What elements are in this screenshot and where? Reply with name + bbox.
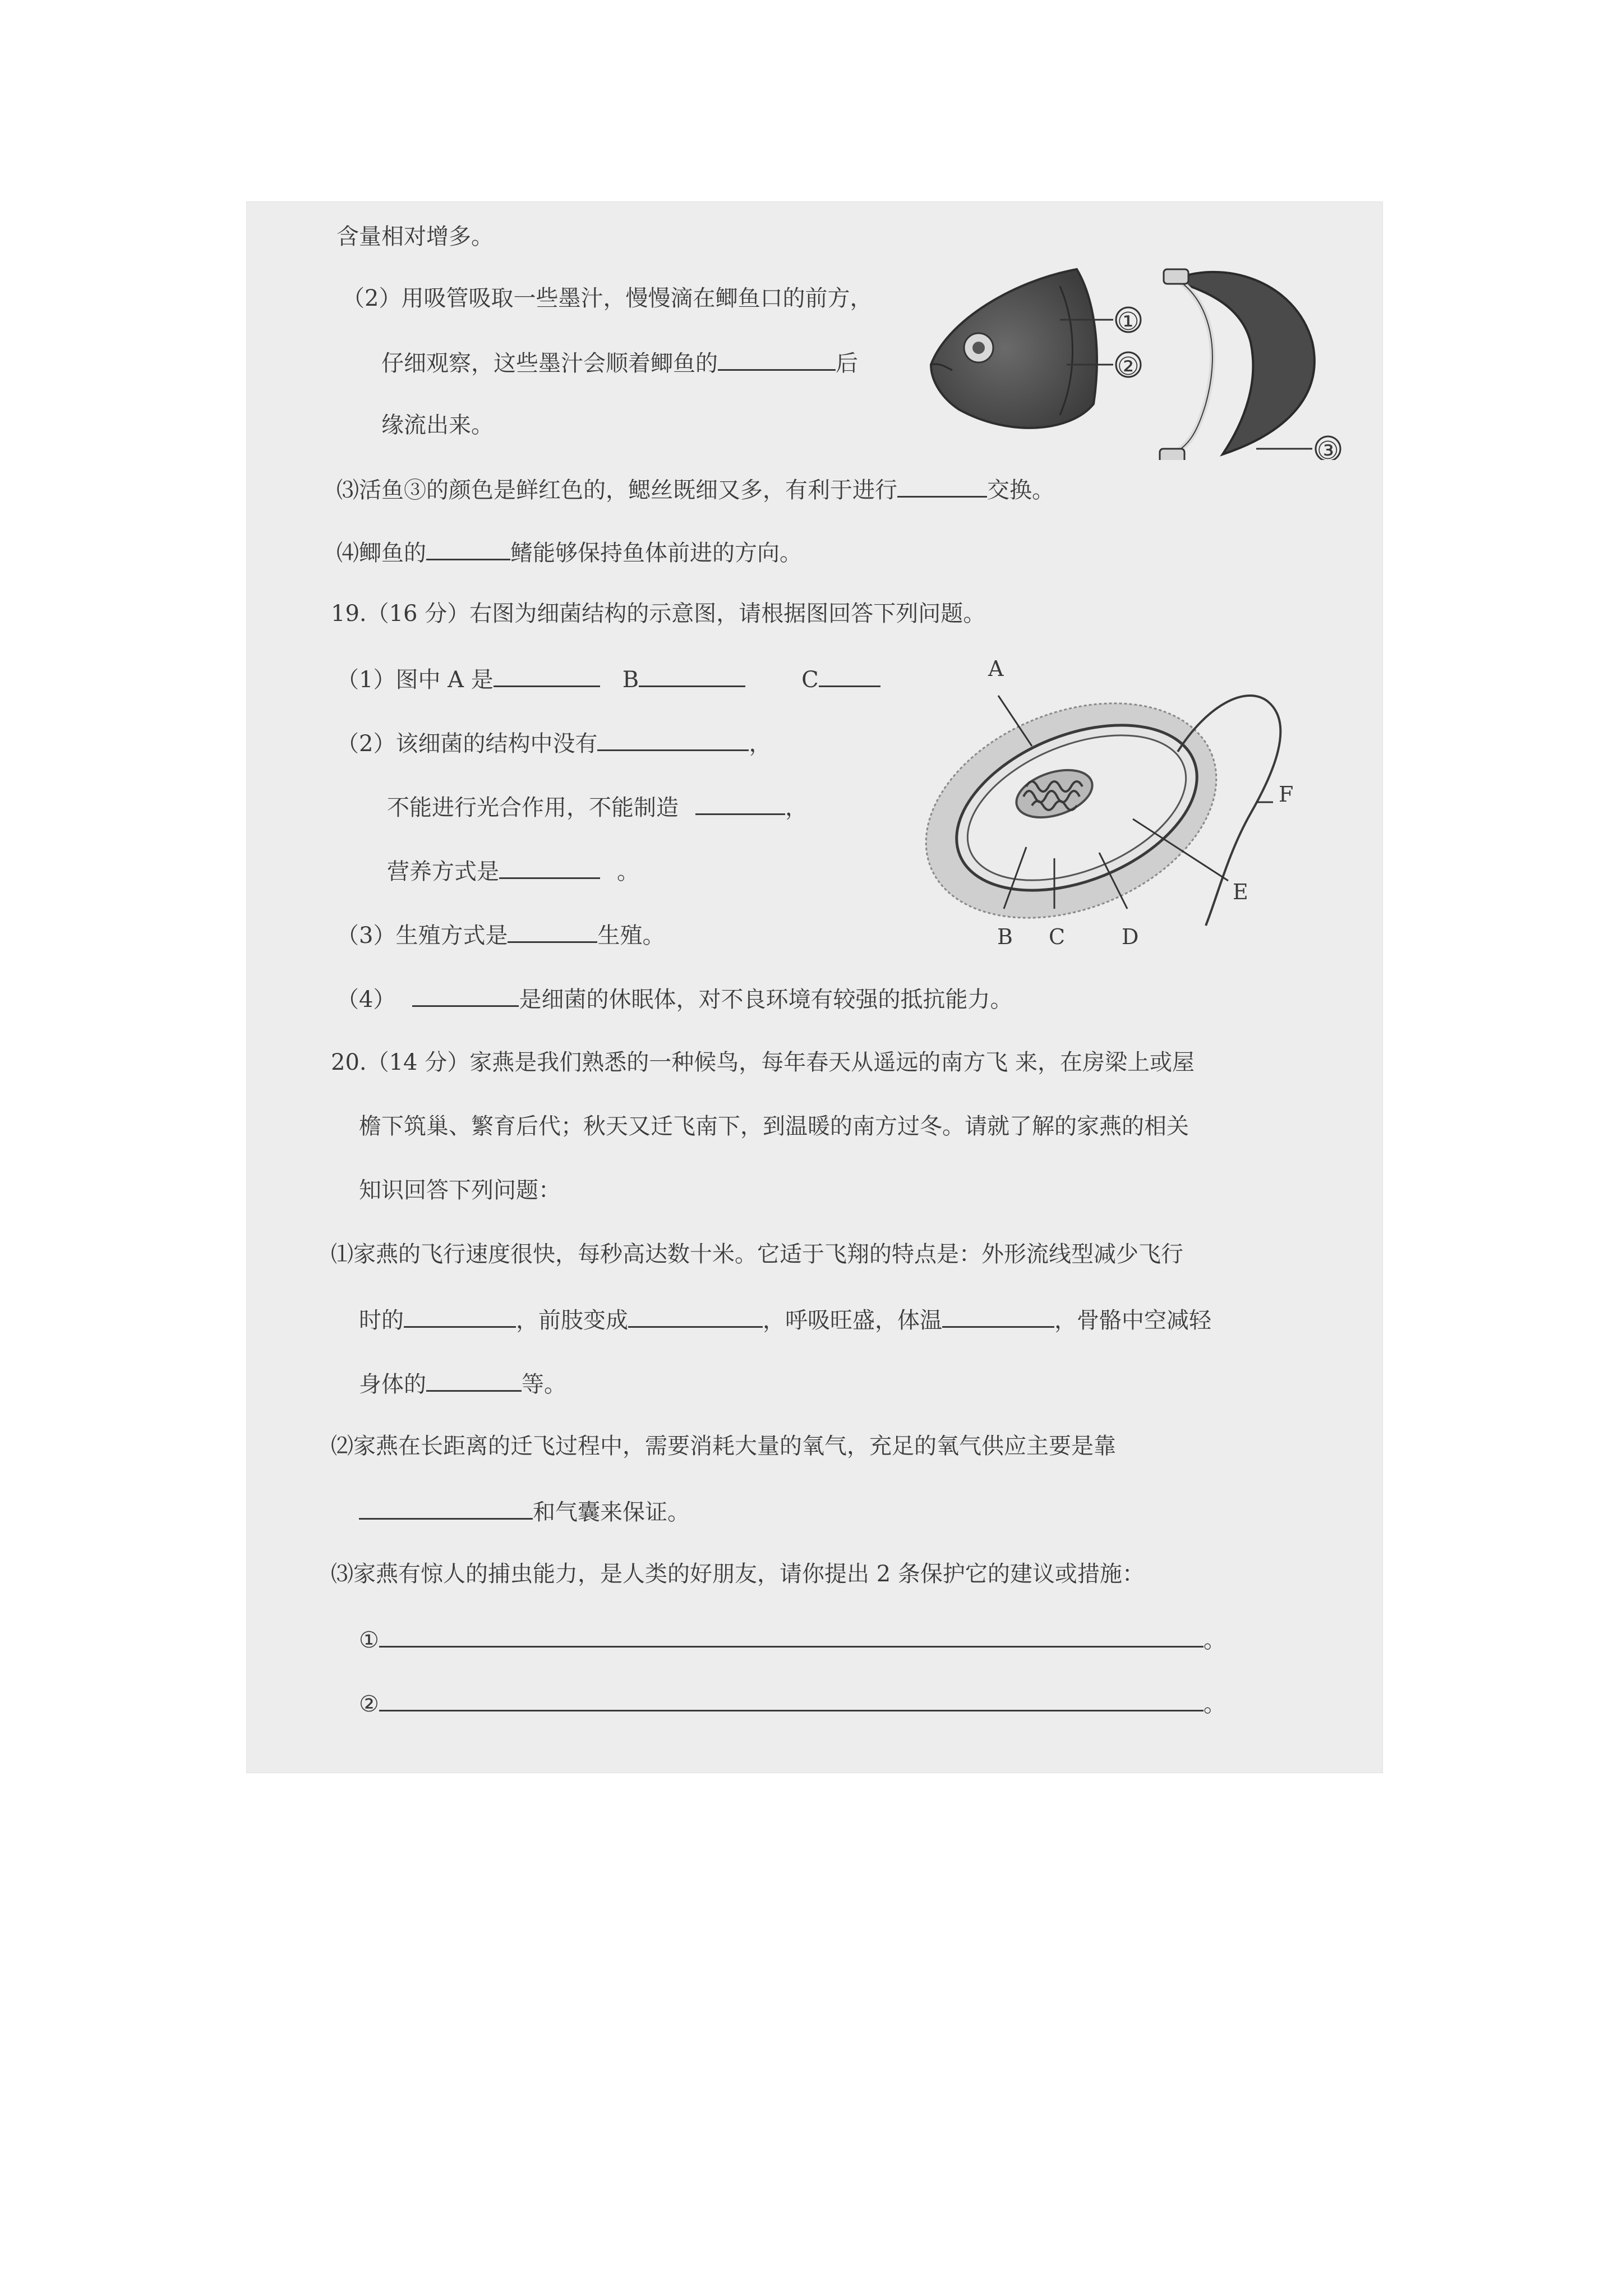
- answer-blank[interactable]: [628, 1306, 763, 1328]
- text-line: [336, 729, 771, 756]
- text-line: [336, 985, 1012, 1012]
- text-line: [336, 921, 665, 948]
- text-line: [336, 665, 880, 692]
- fish-pupil: [972, 342, 985, 354]
- gill-arch-end-bottom: [1160, 449, 1184, 460]
- text-line: [336, 476, 1054, 503]
- text-line: [359, 1370, 566, 1397]
- text-line: [336, 539, 802, 565]
- answer-blank[interactable]: [426, 1370, 522, 1392]
- text-segment: （4）: [336, 987, 396, 1013]
- bacterium-diagram: [914, 662, 1340, 954]
- text-segment: 是细菌的休眠体，对不良环境有较强的抵抗能力。: [519, 987, 1013, 1013]
- text-segment: 交换。: [987, 477, 1054, 503]
- answer-number: ①: [359, 1627, 379, 1653]
- text-segment: ，骨骼中空减轻: [1054, 1308, 1211, 1333]
- fish-gill-diagram: [909, 236, 1368, 460]
- fig-label-E: E: [1233, 880, 1248, 904]
- text-segment: 身体的: [359, 1372, 426, 1397]
- fig-label-B: B: [997, 924, 1013, 949]
- text-segment: 等。: [522, 1372, 566, 1397]
- text-line: [381, 349, 858, 376]
- answer-blank[interactable]: [639, 665, 745, 687]
- answer-blank[interactable]: [412, 985, 519, 1007]
- fig-label-A: A: [988, 656, 1004, 681]
- text-segment: 后: [836, 351, 858, 376]
- text-segment: （1）图中 A 是: [336, 667, 494, 693]
- answer-blank[interactable]: [426, 539, 510, 560]
- text-segment: 不能进行光合作用，不能制造: [387, 795, 679, 821]
- text-segment: C: [801, 667, 819, 693]
- text-segment: ⑶活鱼③的颜色是鲜红色的，鳃丝既细又多，有利于进行: [336, 477, 897, 503]
- text-line: [359, 1498, 690, 1525]
- text-line: 含量相对增多。: [336, 224, 494, 250]
- gill-arch-end-top: [1164, 269, 1188, 284]
- text-segment: B: [622, 667, 639, 693]
- text-line: [387, 793, 808, 820]
- scanned-exam-page: [247, 202, 1382, 1773]
- answer-blank[interactable]: [379, 1626, 1204, 1648]
- gill-arch-shape: [1172, 272, 1315, 454]
- text-line: 知识回答下列问题：: [359, 1177, 561, 1203]
- text-segment: ⑷鲫鱼的: [336, 540, 426, 566]
- answer-blank[interactable]: [819, 665, 880, 687]
- text-segment: 营养方式是: [387, 859, 499, 885]
- answer-blank[interactable]: [695, 793, 785, 815]
- answer-blank[interactable]: [359, 1498, 533, 1520]
- answer-blank[interactable]: [597, 729, 749, 751]
- text-line: （2）用吸管吸取一些墨汁，慢慢滴在鲫鱼口的前方，: [342, 286, 873, 311]
- question-20-heading: 20.（14 分）家燕是我们熟悉的一种候鸟，每年春天从遥远的南方飞 来，在房梁上或屋: [331, 1050, 1195, 1075]
- fig-label-C: C: [1049, 924, 1066, 949]
- answer-blank[interactable]: [494, 665, 600, 687]
- text-line: [359, 1306, 1211, 1333]
- fig-label-3: ③: [1317, 436, 1339, 465]
- gill-arch-bone: [1172, 279, 1212, 454]
- text-segment: 仔细观察，这些墨汁会顺着鲫鱼的: [381, 351, 718, 376]
- text-segment: ，呼吸旺盛，体温: [763, 1308, 942, 1333]
- text-line: 檐下筑巢、繁育后代；秋天又迁飞南下，到温暖的南方过冬。请就了解的家燕的相关: [359, 1114, 1189, 1139]
- text-segment: 时的: [359, 1308, 404, 1333]
- text-segment: ，: [749, 731, 772, 757]
- answer-blank[interactable]: [897, 476, 987, 498]
- fig-label-F: F: [1279, 782, 1294, 807]
- answer-blank[interactable]: [379, 1690, 1204, 1711]
- answer-line-2: [359, 1690, 1226, 1717]
- fig-label-2: ②: [1117, 352, 1140, 381]
- answer-blank[interactable]: [404, 1306, 516, 1328]
- question-19-heading: 19.（16 分）右图为细菌结构的示意图，请根据图回答下列问题。: [331, 601, 986, 627]
- text-segment: 鳍能够保持鱼体前进的方向。: [510, 540, 802, 566]
- text-segment: 。: [1203, 1691, 1226, 1717]
- text-line: [387, 857, 639, 884]
- text-segment: 。: [617, 859, 639, 885]
- fig-label-1: ①: [1117, 307, 1140, 336]
- text-line: ⑵家燕在长距离的迁飞过程中，需要消耗大量的氧气，充足的氧气供应主要是靠: [331, 1433, 1116, 1459]
- answer-blank[interactable]: [508, 921, 597, 943]
- text-segment: （2）该细菌的结构中没有: [336, 731, 598, 757]
- answer-blank[interactable]: [942, 1306, 1054, 1328]
- answer-blank[interactable]: [718, 349, 836, 371]
- text-segment: 。: [1203, 1627, 1226, 1653]
- text-segment: ，: [785, 795, 808, 821]
- text-segment: 和气囊来保证。: [533, 1499, 690, 1525]
- fig-label-D: D: [1122, 924, 1139, 949]
- text-segment: 生殖。: [597, 923, 665, 949]
- answer-blank[interactable]: [499, 857, 600, 879]
- answer-line-1: [359, 1626, 1226, 1653]
- text-segment: ，前肢变成: [516, 1308, 628, 1333]
- answer-number: ②: [359, 1691, 379, 1717]
- text-line: ⑴家燕的飞行速度很快，每秒高达数十米。它适于飞翔的特点是：外形流线型减少飞行: [331, 1241, 1183, 1267]
- text-segment: （3）生殖方式是: [336, 923, 508, 949]
- text-line: ⑶家燕有惊人的捕虫能力，是人类的好朋友，请你提出 2 条保护它的建议或措施：: [331, 1561, 1145, 1587]
- gill-arch-bone-outline: [1172, 279, 1212, 454]
- text-line: 缘流出来。: [381, 412, 494, 438]
